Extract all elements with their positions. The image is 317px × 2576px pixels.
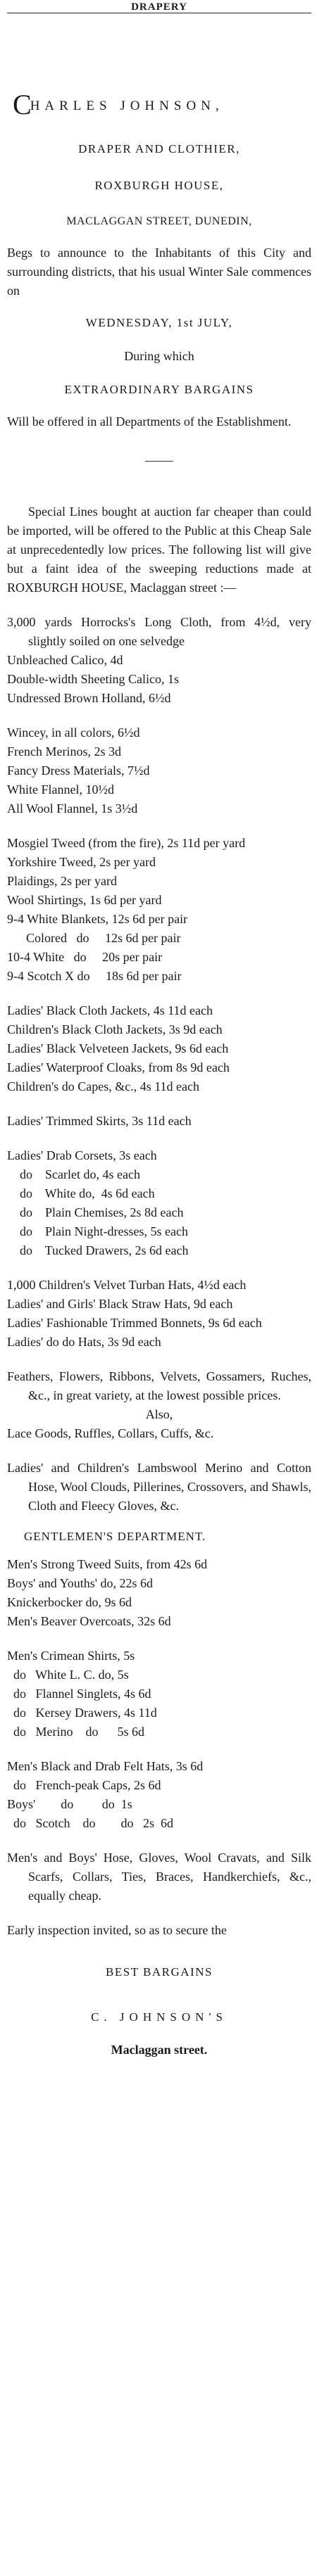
list-item: Wool Shirtings, 1s 6d per yard	[7, 893, 162, 907]
list-item: do French-peak Caps, 2s 6d	[7, 1778, 161, 1792]
list-item: Colored do 12s 6d per pair	[7, 931, 181, 945]
list-item: Men's Strong Tweed Suits, from 42s 6d	[7, 1557, 208, 1571]
also-text: Also,	[145, 1407, 173, 1421]
list-item: do White do, 4s 6d each	[7, 1186, 155, 1200]
list-item: Children's Black Cloth Jackets, 3s 9d each	[7, 1022, 223, 1036]
list-item: Men's Black and Drab Felt Hats, 3s 6d	[7, 1759, 204, 1773]
list-item: Ladies' Black Velveteen Jackets, 9s 6d each	[7, 1041, 229, 1055]
list-item: Ladies' and Girls' Black Straw Hats, 9d each	[7, 1297, 233, 1311]
list-item: Undressed Brown Holland, 6½d	[7, 691, 171, 705]
list-item: do Plain Night-dresses, 5s each	[7, 1224, 188, 1238]
list-wincey	[7, 723, 311, 818]
special-lines-text: Special Lines bought at auction far cheaper than could be imported, will be offered to the Public at this Cheap Sale at unprecedentedly low prices. The following list will give but a faint idea of the sweeping reductions made at ROXBURGH HOUSE, Maclaggan street :—	[7, 505, 311, 595]
list-item: Unbleached Calico, 4d	[7, 653, 123, 667]
list-item: Ladies' Black Cloth Jackets, 4s 11d each	[7, 1003, 213, 1017]
list-item: do Scarlet do, 4s each	[7, 1167, 140, 1181]
list-item: 9-4 Scotch X do 18s 6d per pair	[7, 969, 182, 983]
sale-date: WEDNESDAY, 1st JULY,	[85, 316, 233, 329]
list-item: do Tucked Drawers, 2s 6d each	[7, 1243, 189, 1257]
merchant-name	[7, 88, 311, 121]
list-item: Fancy Dress Materials, 7½d	[7, 763, 150, 778]
list-item: Children's do Capes, &c., 4s 11d each	[7, 1079, 200, 1093]
during-which: During which	[124, 349, 194, 363]
early-inspection-text: Early inspection invited, so as to secure the	[7, 1923, 227, 1937]
signature-name: C. JOHNSON'S	[91, 2010, 228, 2024]
list-item: White Flannel, 10½d	[7, 782, 114, 797]
list-item: Ladies' Fashionable Trimmed Bonnets, 9s 6d each	[7, 1316, 262, 1330]
list-item: Ladies' Drab Corsets, 3s each	[7, 1148, 157, 1162]
signature-street: Maclaggan street.	[111, 2043, 208, 2057]
offered-text: Will be offered in all Departments of the Establishment.	[7, 414, 292, 429]
list-item: do White L. C. do, 5s	[7, 1668, 129, 1682]
list-item: Ladies' Waterproof Cloaks, from 8s 9d each	[7, 1060, 230, 1074]
list-item: Ladies' do do Hats, 3s 9d each	[7, 1335, 161, 1349]
list-item: Men's Crimean Shirts, 5s	[7, 1649, 135, 1663]
list-tweed	[7, 834, 311, 986]
merchant-name-rest: HARLES JOHNSON,	[30, 99, 224, 113]
list-calico	[7, 613, 311, 708]
lambswool-text: Ladies' and Children's Lambswool Merino and Cotton Hose, Wool Clouds, Pillerines, Crossovers, and Shawls, Cloth and Fleecy Gloves, &c.	[7, 1461, 311, 1513]
list-item: French Merinos, 2s 3d	[7, 744, 121, 759]
list-skirts	[7, 1112, 311, 1131]
list-item: do Flannel Singlets, 4s 6d	[7, 1687, 151, 1701]
list-item: Boys' do do 1s	[7, 1797, 132, 1811]
list-item: Mosgiel Tweed (from the fire), 2s 11d per yard	[7, 836, 246, 850]
list-item: 3,000 yards Horrocks's Long Cloth, from 4½d, very slightly soiled on one selvedge	[7, 615, 311, 648]
intro-announce: Begs to announce to the Inhabitants of this City and surrounding districts, that his usual Winter Sale commences on	[7, 246, 311, 298]
list-item: Boys' and Youths' do, 22s 6d	[7, 1576, 154, 1590]
merchant-trade: DRAPER AND CLOTHIER,	[78, 142, 240, 156]
list-item: 10-4 White do 20s per pair	[7, 950, 163, 964]
mens-boys-text: Men's and Boys' Hose, Gloves, Wool Cravats, and Silk Scarfs, Collars, Ties, Braces, Handkerchiefs, &c., equally cheap.	[7, 1851, 311, 1903]
drop-cap: C	[13, 89, 32, 120]
list-item: Plaidings, 2s per yard	[7, 874, 117, 888]
list-item: Wincey, in all colors, 6½d	[7, 725, 140, 740]
list-jackets	[7, 1001, 311, 1096]
best-bargains: BEST BARGAINS	[106, 1965, 213, 1979]
list-item: 1,000 Children's Velvet Turban Hats, 4½d each	[7, 1278, 247, 1292]
lace-text: Lace Goods, Ruffles, Collars, Cuffs, &c.	[7, 1426, 214, 1440]
list-item: Knickerbocker do, 9s 6d	[7, 1595, 132, 1609]
gentlemens-heading: GENTLEMEN'S DEPARTMENT.	[24, 1530, 206, 1543]
list-item: do Merino do 5s 6d	[7, 1725, 144, 1739]
list-item: Double-width Sheeting Calico, 1s	[7, 672, 179, 686]
list-item: Men's Beaver Overcoats, 32s 6d	[7, 1614, 171, 1628]
list-item: do Scotch do do 2s 6d	[7, 1816, 173, 1830]
list-corsets	[7, 1146, 311, 1260]
extraordinary-bargains: EXTRAORDINARY BARGAINS	[64, 383, 254, 396]
divider-dash	[145, 461, 173, 462]
merchant-house: ROXBURGH HOUSE,	[94, 179, 224, 192]
merchant-address: MACLAGGAN STREET, DUNEDIN,	[66, 215, 252, 227]
list-hats	[7, 1276, 311, 1352]
list-item: do Kersey Drawers, 4s 11d	[7, 1706, 157, 1720]
list-suits	[7, 1555, 311, 1631]
list-felt-hats	[7, 1757, 311, 1833]
list-item: Ladies' Trimmed Skirts, 3s 11d each	[7, 1114, 192, 1128]
list-item: do Plain Chemises, 2s 8d each	[7, 1205, 184, 1219]
section-header: DRAPERY	[131, 1, 187, 13]
list-item: Yorkshire Tweed, 2s per yard	[7, 855, 156, 869]
list-item: All Wool Flannel, 1s 3½d	[7, 801, 138, 816]
list-item: 9-4 White Blankets, 12s 6d per pair	[7, 912, 188, 926]
feathers-text: Feathers, Flowers, Ribbons, Velvets, Gossamers, Ruches, &c., in great variety, at the lowest possible prices.	[7, 1369, 311, 1402]
list-shirts	[7, 1647, 311, 1741]
